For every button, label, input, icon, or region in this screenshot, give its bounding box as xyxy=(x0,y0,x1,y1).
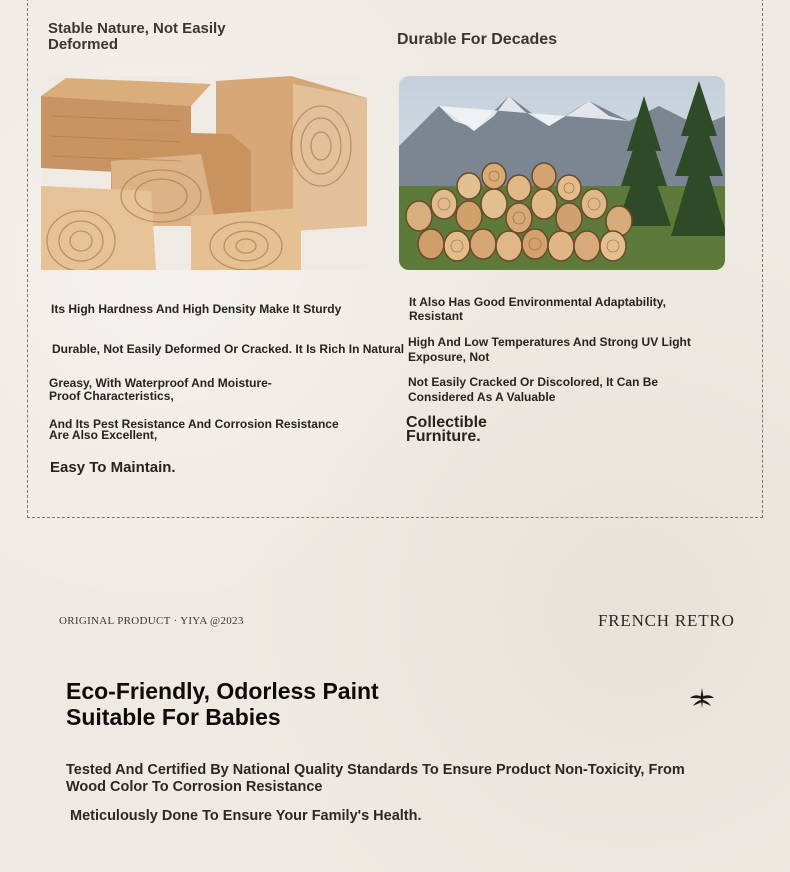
health-text: Meticulously Done To Ensure Your Family's Health. xyxy=(70,808,422,824)
left-heading: Stable Nature, Not Easily Deformed xyxy=(48,20,226,53)
log-pile-image xyxy=(399,76,725,270)
left-text-line-4: And Its Pest Resistance And Corrosion Resistance Are Also Excellent, xyxy=(49,417,339,442)
right-text-line-2: High And Low Temperatures And Strong UV Light Exposure, Not xyxy=(408,335,691,364)
right-text-line-1: It Also Has Good Environmental Adaptability, Resistant xyxy=(409,295,666,323)
right-heading: Durable For Decades xyxy=(397,31,558,48)
left-text-line-3: Greasy, With Waterproof And Moisture-Proof Characteristics, xyxy=(49,376,272,403)
right-text-line-3: Not Easily Cracked Or Discolored, It Can Be Considered As A Valuable xyxy=(408,375,659,404)
certification-text: Tested And Certified By National Quality Standards To Ensure Product Non-Toxicity, From Wood Color To Corrosion Resistance xyxy=(66,762,685,795)
original-product-mark: ORIGINAL PRODUCT · YIYA @2023 xyxy=(59,615,244,627)
french-retro-mark: FRENCH RETRO xyxy=(598,611,735,630)
left-text-line-1: Its High Hardness And High Density Make It Sturdy xyxy=(51,302,342,316)
right-text-line-4: Collectible Furniture. xyxy=(406,414,487,445)
section-title: Eco-Friendly, Odorless Paint Suitable For Babies xyxy=(66,678,379,730)
left-text-line-2: Durable, Not Easily Deformed Or Cracked. It Is Rich In Natural xyxy=(52,342,405,356)
leaf-sprig-icon xyxy=(688,686,716,710)
wood-beams-image xyxy=(41,76,367,270)
left-text-line-5: Easy To Maintain. xyxy=(50,459,176,476)
